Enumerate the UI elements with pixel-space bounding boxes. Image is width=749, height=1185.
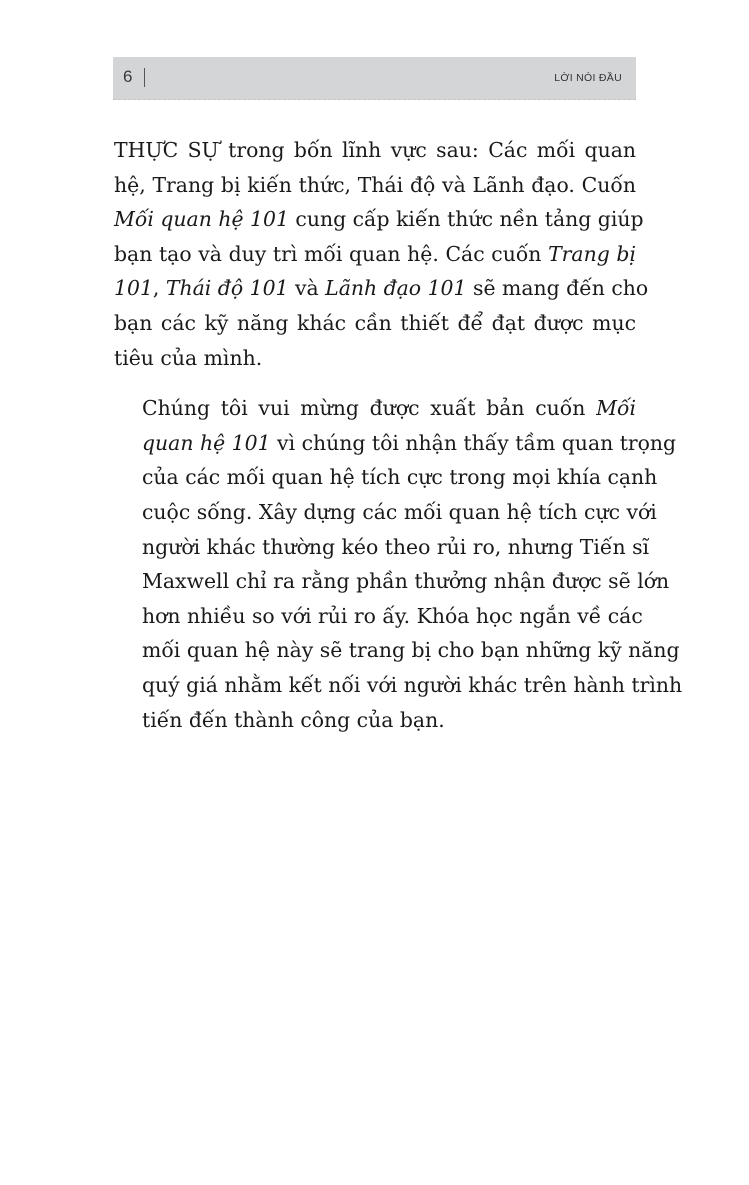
text-run: tiêu của mình. <box>114 345 263 370</box>
text-run: bạn các kỹ năng khác cần thiết để đạt được mục <box>114 310 636 335</box>
text-line <box>114 564 670 599</box>
italic-title: quan hệ 101 <box>142 430 271 455</box>
text-line <box>114 530 650 565</box>
text-run: người khác thường kéo theo rủi ro, nhưng Tiến sĩ <box>142 534 650 559</box>
text-run: mối quan hệ này sẽ trang bị cho bạn những kỹ năng <box>142 638 680 663</box>
text-run: quý giá nhằm kết nối với người khác trên hành trình <box>142 672 683 697</box>
text-run: THỰC SỰ trong bốn lĩnh vực sau: Các mối quan <box>114 138 636 162</box>
italic-title: Mối <box>596 396 636 421</box>
text-run: , <box>152 276 166 301</box>
text-line <box>114 391 636 426</box>
text-run: Chúng tôi vui mừng được xuất bản cuốn <box>142 396 597 421</box>
italic-title: Mối quan hệ 101 <box>114 207 289 232</box>
text-run: bạn tạo và duy trì mối quan hệ. Các cuốn <box>114 241 549 266</box>
text-line <box>114 426 677 461</box>
running-header <box>113 57 636 100</box>
text-run: Maxwell chỉ ra rằng phần thưởng nhận được sẽ lớn <box>142 569 670 594</box>
paragraph-2 <box>114 391 683 737</box>
italic-title: Trang bị <box>548 241 636 266</box>
text-line <box>114 703 636 738</box>
text-line <box>114 633 680 668</box>
italic-title: Thái độ 101 <box>165 276 289 301</box>
text-line <box>114 495 657 530</box>
text-run: của các mối quan hệ tích cực trong mọi khía cạnh <box>142 465 658 490</box>
page-number: 6 <box>123 67 133 86</box>
text-run: sẽ mang đến cho <box>466 276 649 301</box>
text-run: hơn nhiều so với rủi ro ấy. Khóa học ngắn về các <box>142 603 643 628</box>
text-run: hệ, Trang bị kiến thức, Thái độ và Lãnh đạo. Cuốn <box>114 172 636 197</box>
italic-title: Lãnh đạo 101 <box>325 276 467 301</box>
text-run: cuộc sống. Xây dựng các mối quan hệ tích cực với <box>142 499 657 524</box>
text-run: và <box>288 276 326 301</box>
text-line <box>114 599 643 634</box>
text-line <box>114 341 636 376</box>
text-line <box>114 460 658 495</box>
text-line <box>114 168 636 203</box>
text-line <box>114 237 636 272</box>
text-run: tiến đến thành công của bạn. <box>142 707 445 732</box>
text-line <box>114 202 644 237</box>
paragraph-1 <box>114 133 649 375</box>
text-line <box>114 668 683 703</box>
text-line <box>114 271 649 306</box>
italic-title: 101 <box>114 276 153 301</box>
text-run: cung cấp kiến thức nền tảng giúp <box>288 207 644 232</box>
text-line <box>114 306 636 341</box>
body-text <box>114 133 683 737</box>
header-divider <box>144 68 145 87</box>
text-line <box>114 133 636 168</box>
text-run: vì chúng tôi nhận thấy tầm quan trọng <box>270 430 677 455</box>
chapter-title: LỜI NÓI ĐẦU <box>554 72 622 84</box>
